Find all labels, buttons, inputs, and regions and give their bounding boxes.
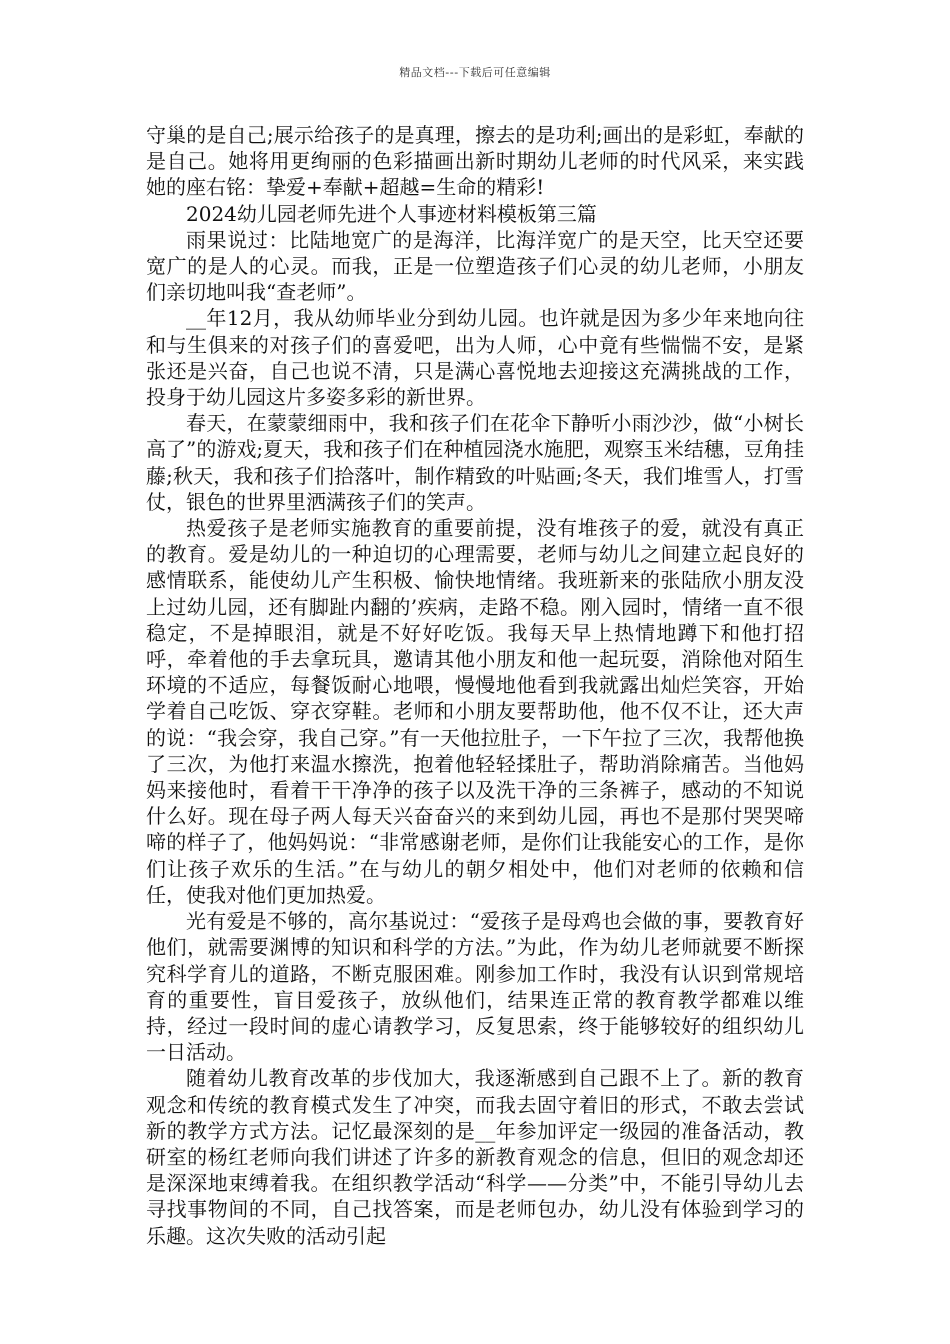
- paragraph: 春天，在蒙蒙细雨中，我和孩子们在花伞下静听小雨沙沙，做“小树长高了”的游戏;夏天，我和孩子们在种植园浇水施肥，观察玉米结穗，豆角挂藤;秋天，我和孩子们拾落叶，制作精致的叶贴画;冬天，我们堆雪人，打雪仗，银色的世界里洒满孩子们的笑声。: [146, 411, 804, 514]
- section-title: 2024幼儿园老师先进个人事迹材料模板第三篇: [186, 201, 597, 226]
- paragraph: 光有爱是不够的，高尔基说过：“爱孩子是母鸡也会做的事，要教育好他们，就需要渊博的知识和科学的方法。”为此，作为幼儿老师就要不断探究科学育儿的道路，不断克服困难。刚参加工作时，我没有认识到常规培育的重要性，盲目爱孩子，放纵他们，结果连正常的教育教学都难以维持，经过一段时间的虚心请教学习，反复思索，终于能够较好的组织幼儿一日活动。: [146, 909, 804, 1065]
- page-header: 精品文档---下载后可任意编辑: [399, 66, 551, 79]
- document-body: [146, 122, 804, 1249]
- paragraph-continued: 守巢的是自己;展示给孩子的是真理，擦去的是功利;画出的是彩虹，奉献的是自己。她将用更绚丽的色彩描画出新时期幼儿老师的时代风采，来实践她的座右铭：挚爱+奉献+超越=生命的精彩!: [146, 123, 804, 200]
- paragraph: 随着幼儿教育改革的步伐加大，我逐渐感到自己跟不上了。新的教育观念和传统的教育模式发生了冲突，而我去固守着旧的形式，不敢去尝试新的教学方式方法。记忆最深刻的是__年参加评定一级园的准备活动，教研室的杨红老师向我们讲述了许多的新教育观念的信息，但旧的观念却还是深深地束缚着我。在组织教学活动“科学——分类”中，不能引导幼儿去寻找事物间的不同，自己找答案，而是老师包办，幼儿没有体验到学习的乐趣。这次失败的活动引起: [146, 1066, 804, 1248]
- paragraph: 雨果说过：比陆地宽广的是海洋，比海洋宽广的是天空，比天空还要宽广的是人的心灵。而我，正是一位塑造孩子们心灵的幼儿老师，小朋友们亲切地叫我“查老师”。: [146, 227, 804, 305]
- paragraph: 热爱孩子是老师实施教育的重要前提，没有堆孩子的爱，就没有真正的教育。爱是幼儿的一种迫切的心理需要，老师与幼儿之间建立起良好的感情联系，能使幼儿产生积极、愉快地情绪。我班新来的张陆欣小朋友没上过幼儿园，还有脚趾内翻的’疾病，走路不稳。刚入园时，情绪一直不很稳定，不是掉眼泪，就是不好好吃饭。我每天早上热情地蹲下和他打招呼，牵着他的手去拿玩具，邀请其他小朋友和他一起玩耍，消除他对陌生环境的不适应，每餐饭耐心地喂，慢慢地他看到我就露出灿烂笑容，开始学着自己吃饭、穿衣穿鞋。老师和小朋友要帮助他，他不仅不让，还大声的说：“我会穿，我自己穿。”有一天他拉肚子，一下午拉了三次，我帮他换了三次，为他打来温水擦洗，抱着他轻轻揉肚子，帮助消除痛苦。当他妈妈来接他时，看着干干净净的孩子以及洗干净的三条裤子，感动的不知说什么好。现在母子两人每天兴奋奋兴的来到幼儿园，再也不是那付哭哭啼啼的样子了，他妈妈说：“非常感谢老师，是你们让我能安心的工作，是你们让孩子欢乐的生活。”在与幼儿的朝夕相处中，他们对老师的依赖和信任，使我对他们更加热爱。: [146, 516, 804, 907]
- paragraph: __年12月，我从幼师毕业分到幼儿园。也许就是因为多少年来地向往和与生俱来的对孩子们的喜爱吧，出为人师，心中竟有些惴惴不安，是紧张还是兴奋，自己也说不清，只是满心喜悦地去迎接这充满挑战的工作，投身于幼儿园这片多姿多彩的新世界。: [146, 306, 804, 410]
